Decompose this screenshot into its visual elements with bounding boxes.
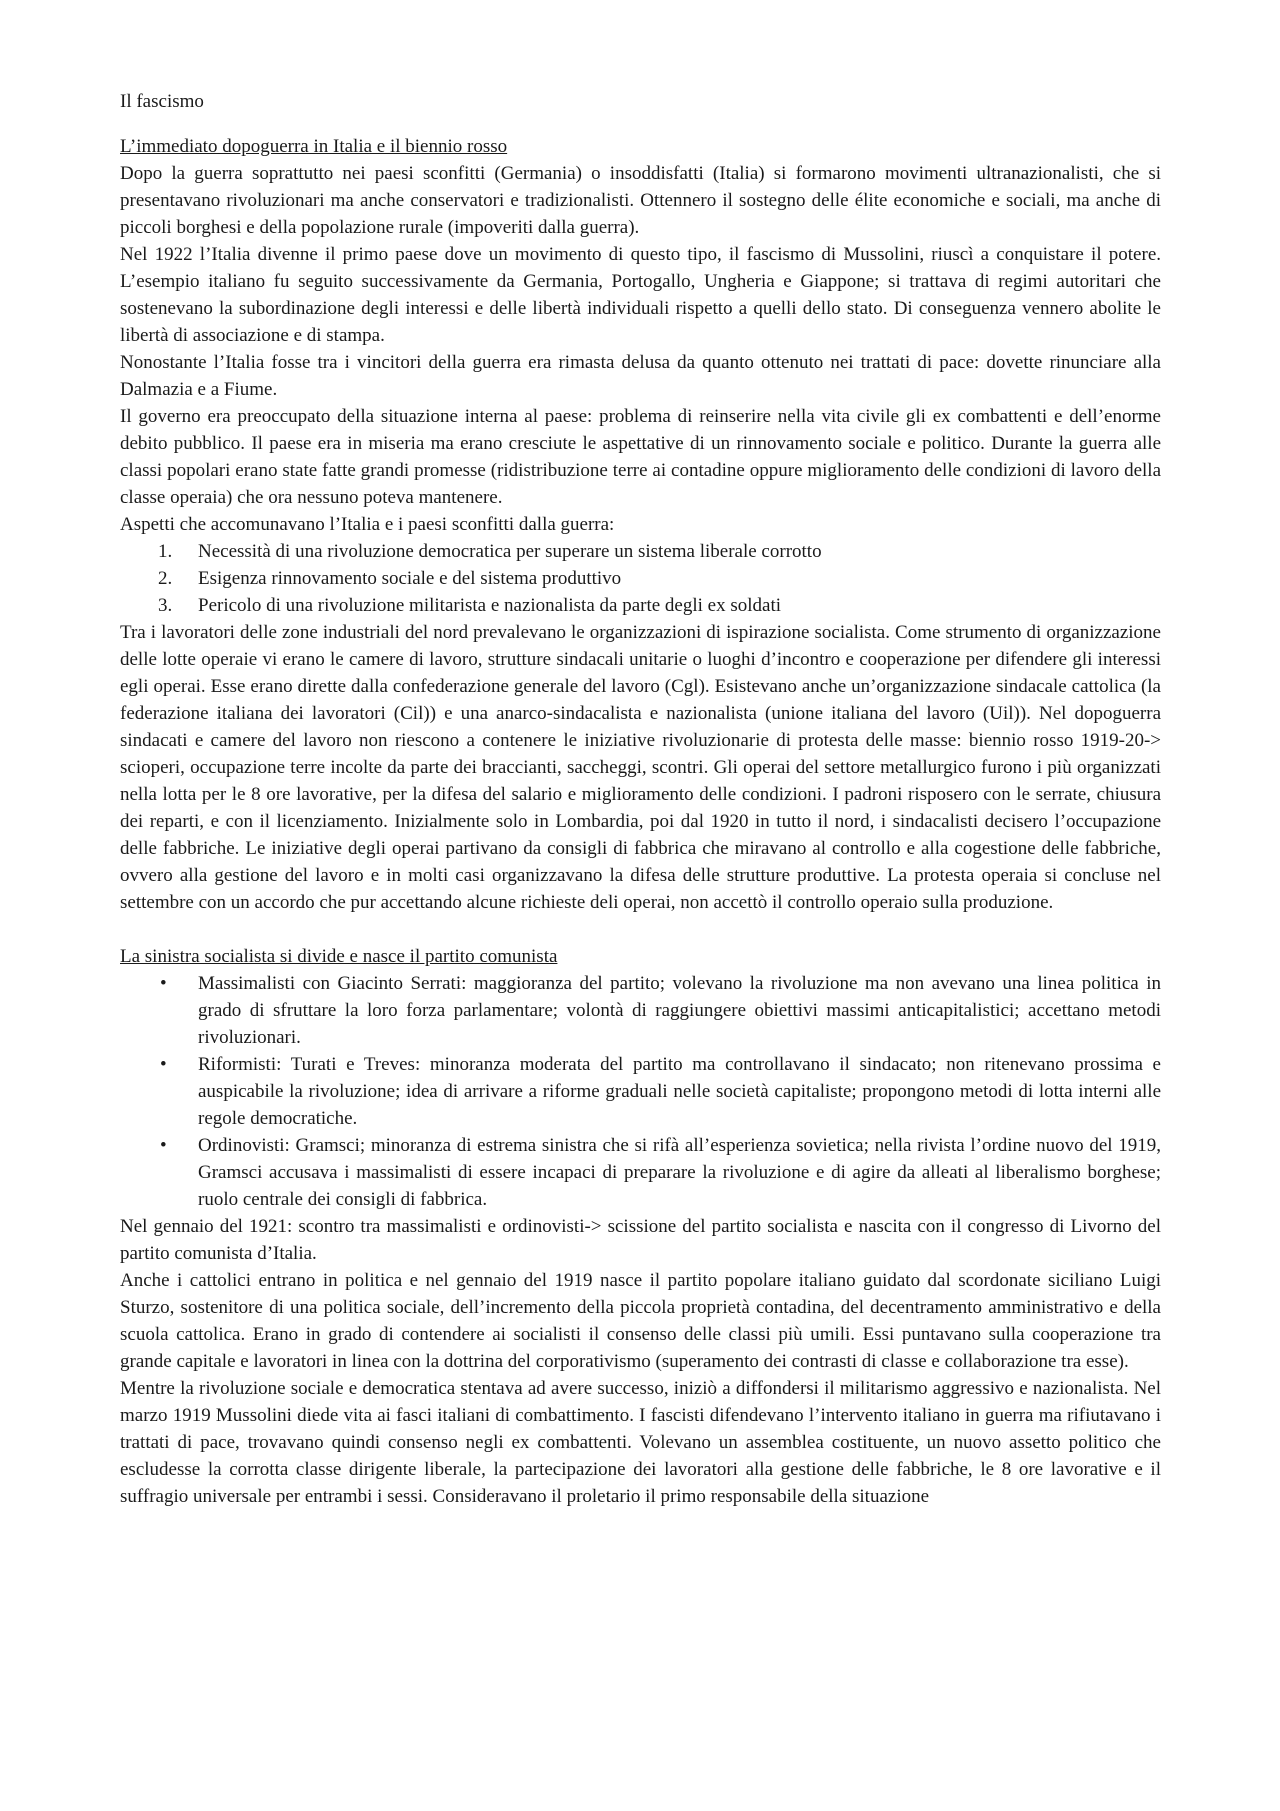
paragraph: Nel 1922 l’Italia divenne il primo paese dove un movimento di questo tipo, il fascismo di Mussolini, riuscì a conquistare il potere. L’esempio italiano fu seguito successivamente da Germania, Portogallo, Ungheria e Giappone; si trattava di regimi autoritari che sostenevano la subordinazione degli interessi e delle libertà individuali rispetto a quelli dello stato. Di conseguenza vennero abolite le libertà di associazione e di stampa. [120, 244, 1161, 346]
spacer [120, 916, 1161, 943]
paragraph: Il governo era preoccupato della situazione interna al paese: problema di reinserire nella vita civile gli ex combattenti e dell’enorme debito pubblico. Il paese era in miseria ma erano cresciute le aspettative di un rinnovamento sociale e politico. Durante la guerra alle classi popolari erano state fatte grandi promesse (ridistribuzione terre ai contadine oppure miglioramento delle condizioni di lavoro della classe operaia) che ora nessuno poteva mantenere. [120, 406, 1161, 508]
document-page [120, 88, 1161, 1510]
list-item [120, 1132, 1161, 1213]
paragraph: Anche i cattolici entrano in politica e nel gennaio del 1919 nasce il partito popolare italiano guidato dal scordonate siciliano Luigi Sturzo, sostenitore di una politica sociale, dell’incremento della piccola proprietà contadina, del decentramento amministrativo e della scuola cattolica. Erano in grado di contendere ai socialisti il consenso delle classi più umili. Essi puntavano sulla cooperazione tra grande capitale e lavoratori in linea con la dottrina del corporativismo (superamento dei contrasti di classe e collaborazione tra esse). [120, 1270, 1161, 1372]
section-heading-socialist-split: La sinistra socialista si divide e nasce il partito comunista [120, 946, 558, 967]
bullet-icon: • [160, 973, 167, 994]
paragraph: Nonostante l’Italia fosse tra i vincitori della guerra era rimasta delusa da quanto ottenuto nei trattati di pace: dovette rinunciare alla Dalmazia e a Fiume. [120, 352, 1161, 400]
paragraph: Mentre la rivoluzione sociale e democratica stentava ad avere successo, iniziò a diffondersi il militarismo aggressivo e nazionalista. Nel marzo 1919 Mussolini diede vita ai fasci italiani di combattimento. I fascisti difendevano l’intervento italiano in guerra ma rifiutavano i trattati di pace, trovavano quindi consenso negli ex combattenti. Volevano un assemblea costituente, un nuovo assetto politico che escludesse la corrotta classe dirigente liberale, la partecipazione dei lavoratori alla gestione delle fabbriche, le 8 ore lavorative e il suffragio universale per entrambi i sessi. Consideravano il proletario il primo responsabile della situazione [120, 1378, 1161, 1507]
bullet-icon: • [160, 1135, 167, 1156]
numbered-list [120, 538, 1161, 619]
list-number: 3. [158, 595, 173, 616]
paragraph: Aspetti che accomunavano l’Italia e i paesi sconfitti dalla guerra: [120, 514, 615, 535]
paragraph: Nel gennaio del 1921: scontro tra massimalisti e ordinovisti-> scissione del partito socialista e nascita con il congresso di Livorno del partito comunista d’Italia. [120, 1216, 1161, 1264]
list-item [120, 970, 1161, 1051]
list-item-text: Necessità di una rivoluzione democratica per superare un sistema liberale corrotto [198, 541, 822, 562]
list-item-text: Riformisti: Turati e Treves: minoranza moderata del partito ma controllavano il sindacato; non ritenevano prossima e auspicabile la rivoluzione; idea di arrivare a riforme graduali nelle società capitaliste; propongono metodi di lotta interni alle regole democratiche. [198, 1054, 1161, 1129]
paragraph: Dopo la guerra soprattutto nei paesi sconfitti (Germania) o insoddisfatti (Italia) si formarono movimenti ultranazionalisti, che si presentavano rivoluzionari ma anche conservatori e tradizionalisti. Ottennero il sostegno delle élite economiche e sociali, ma anche di piccoli borghesi e della popolazione rurale (impoveriti dalla guerra). [120, 163, 1161, 238]
list-number: 1. [158, 541, 173, 562]
document-title: Il fascismo [120, 91, 204, 112]
paragraph: Tra i lavoratori delle zone industriali del nord prevalevano le organizzazioni di ispirazione socialista. Come strumento di organizzazione delle lotte operaie vi erano le camere di lavoro, strutture sindacali unitarie o luoghi d’incontro e cooperazione per difendere gli interessi egli operai. Esse erano dirette dalla confederazione generale del lavoro (Cgl). Esistevano anche un’organizzazione sindacale cattolica (la federazione italiana dei lavoratori (Cil)) e una anarco-sindacalista e nazionalista (unione italiana del lavoro (Uil)). Nel dopoguerra sindacati e camere del lavoro non riescono a contenere le iniziative rivoluzionarie di protesta delle masse: biennio rosso 1919-20-> scioperi, occupazione terre incolte da parte dei braccianti, saccheggi, scontri. Gli operai del settore metallurgico furono i più organizzati nella lotta per le 8 ore lavorative, per la difesa del salario e miglioramento delle condizioni. I padroni risposero con le serrate, chiusura dei reparti, e con il licenziamento. Inizialmente solo in Lombardia, poi dal 1920 in tutto il nord, i sindacalisti decisero l’occupazione delle fabbriche. Le iniziative degli operai partivano da consigli di fabbrica che miravano al controllo e alla cogestione delle fabbriche, ovvero alla gestione del lavoro e in molti casi organizzavano la difesa delle strutture produttive. La protesta operaia si concluse nel settembre con un accordo che pur accettando alcune richieste deli operai, non accettò il controllo operaio sulla produzione. [120, 622, 1161, 913]
bullet-icon: • [160, 1054, 167, 1075]
list-item [120, 565, 1161, 592]
list-item [120, 1051, 1161, 1132]
bullet-list [120, 970, 1161, 1213]
list-number: 2. [158, 568, 173, 589]
list-item [120, 538, 1161, 565]
list-item-text: Ordinovisti: Gramsci; minoranza di estrema sinistra che si rifà all’esperienza sovietica; nella rivista l’ordine nuovo del 1919, Gramsci accusava i massimalisti di essere incapaci di preparare la rivoluzione e di agire da alleati al liberalismo borghese; ruolo centrale dei consigli di fabbrica. [198, 1135, 1161, 1210]
section-heading-postwar: L’immediato dopoguerra in Italia e il biennio rosso [120, 136, 508, 157]
list-item-text: Pericolo di una rivoluzione militarista e nazionalista da parte degli ex soldati [198, 595, 782, 616]
list-item [120, 592, 1161, 619]
list-item-text: Esigenza rinnovamento sociale e del sistema produttivo [198, 568, 622, 589]
list-item-text: Massimalisti con Giacinto Serrati: maggioranza del partito; volevano la rivoluzione ma non avevano una linea politica in grado di sfruttare la loro forza parlamentare; volontà di raggiungere obiettivi massimi anticapitalistici; accettano metodi rivoluzionari. [198, 973, 1161, 1048]
